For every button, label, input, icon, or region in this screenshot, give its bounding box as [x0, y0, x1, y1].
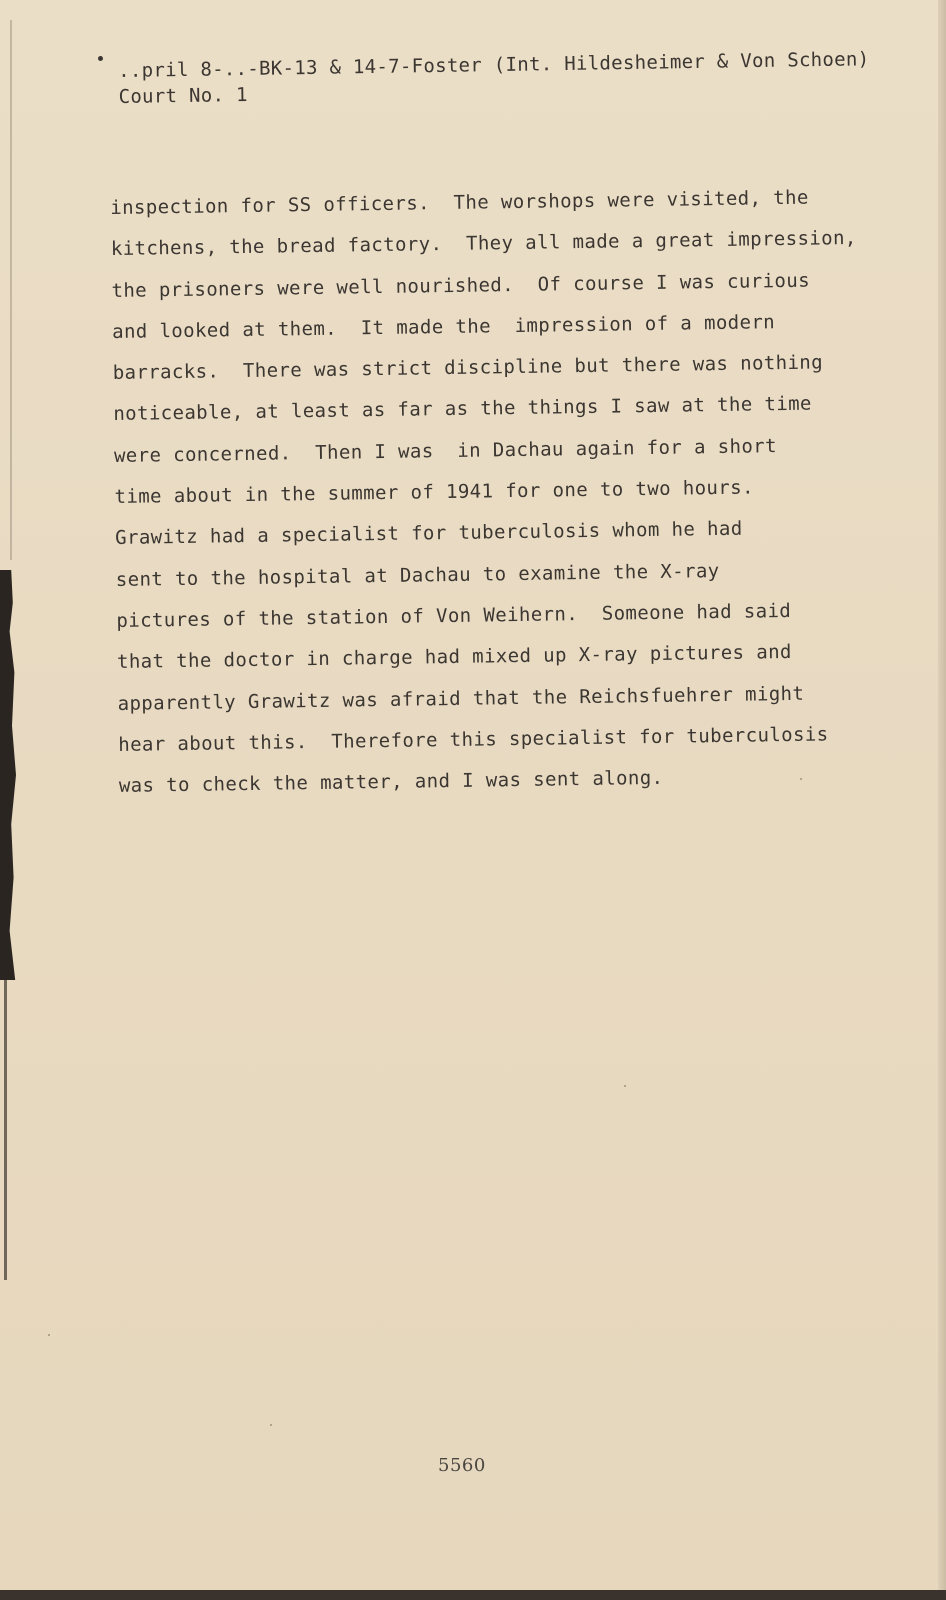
text-line: pictures of the station of Von Weihern. Someone had said — [116, 599, 792, 632]
bottom-page-edge — [0, 1590, 946, 1600]
text-line: and looked at them. It made the impression of a modern — [111, 311, 776, 343]
text-line: kitchens, the bread factory. They all made a great impression, — [110, 227, 857, 261]
right-page-edge — [938, 0, 946, 1600]
text-line: inspection for SS officers. The worshops were visited, the — [110, 186, 809, 219]
ink-dot — [98, 56, 103, 61]
typed-body-text — [110, 176, 919, 807]
text-line: hear about this. Therefore this specialist for tuberculosis — [118, 723, 829, 756]
edge-mark — [4, 980, 7, 1280]
paper-speck — [800, 778, 802, 780]
text-line: was to check the matter, and I was sent along. — [118, 767, 664, 798]
page-number: 5560 — [438, 1455, 486, 1476]
text-line: sent to the hospital at Dachau to examine the X-ray — [115, 559, 720, 591]
text-line: barracks. There was strict discipline but there was nothing — [112, 351, 824, 385]
text-line: Grawitz had a specialist for tuberculosis whom he had — [115, 518, 743, 550]
document-header — [118, 46, 879, 110]
text-line: time about in the summer of 1941 for one to two hours. — [114, 476, 754, 509]
paper-speck — [48, 1334, 50, 1336]
header-court-line: Court No. 1 — [118, 83, 248, 108]
edge-mark — [10, 20, 12, 560]
text-line: apparently Grawitz was afraid that the Reichsfuehrer might — [117, 682, 805, 715]
torn-left-edge — [0, 0, 14, 1600]
text-line: noticeable, at least as far as the things I saw at the time — [113, 393, 812, 426]
text-line: were concerned. Then I was in Dachau again for a short — [113, 434, 778, 467]
text-line: that the doctor in charge had mixed up X-ray pictures and — [116, 641, 792, 674]
paper-speck — [624, 1085, 626, 1087]
header-line: ..pril 8-..-BK-13 & 14-7-Foster (Int. Hildesheimer & Von Schoen) — [118, 48, 870, 82]
text-line: the prisoners were well nourished. Of course I was curious — [111, 269, 811, 302]
torn-edge-shadow — [0, 570, 16, 980]
paper-speck — [270, 1424, 272, 1426]
